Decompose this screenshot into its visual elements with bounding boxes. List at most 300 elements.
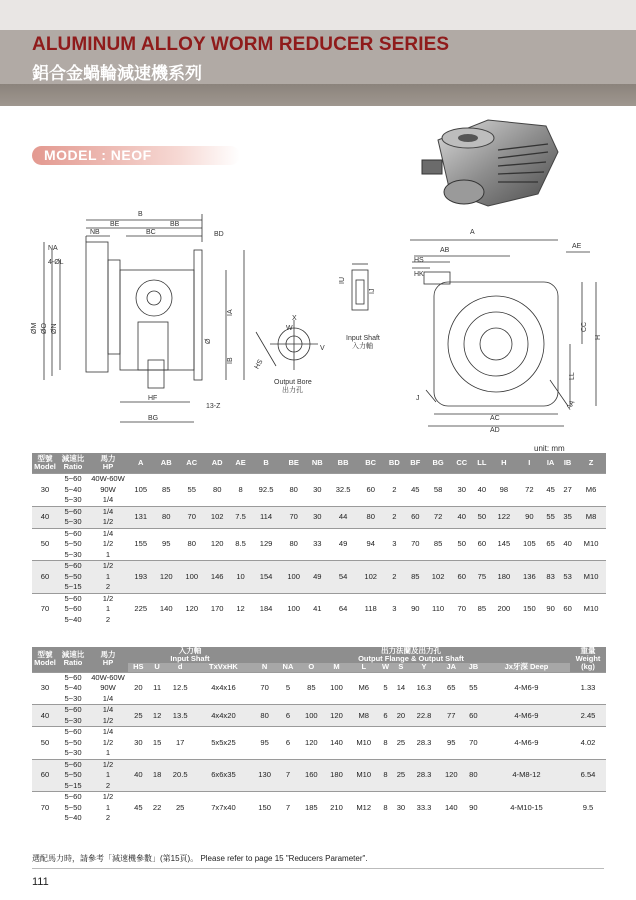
value-cell: 2	[383, 506, 405, 528]
dim-label-bc: BC	[146, 229, 156, 236]
value-cell: 14	[393, 672, 410, 705]
value-cell: 20	[128, 672, 149, 705]
value-cell: 33	[306, 528, 328, 561]
value-cell: 85	[405, 561, 425, 594]
header-input-shaft: 入力軸 Input Shaft	[128, 647, 252, 663]
value-cell: 140	[439, 792, 464, 824]
header-col: JA	[439, 663, 464, 672]
value-cell: 5x5x25	[195, 727, 252, 760]
value-cell: 80	[358, 506, 383, 528]
value-cell: 49	[306, 561, 328, 594]
table-header-row	[32, 647, 606, 663]
value-cell: 80	[252, 705, 277, 727]
value-cell: 12	[230, 593, 251, 625]
hp-cell: 90W	[100, 484, 116, 494]
ratio-cell: 5~40	[64, 614, 82, 624]
ratio-cell: 5~30	[64, 693, 82, 703]
model-cell: 70	[32, 593, 58, 625]
value-cell: 41	[306, 593, 328, 625]
dim-label-d: Ø	[205, 338, 212, 344]
value-cell: 25	[128, 705, 149, 727]
value-cell: 4-M6-9	[483, 727, 570, 760]
hp-cell: 1/2	[88, 759, 128, 770]
ratio-cell: 5~60	[58, 792, 88, 803]
dim-label-n: ØN	[51, 323, 58, 334]
value-cell: 120	[439, 759, 464, 792]
value-cell: 72	[425, 506, 450, 528]
value-cell: 105	[517, 528, 542, 561]
value-cell: 122	[491, 506, 516, 528]
header-col: HS	[128, 663, 149, 672]
value-cell: M10	[349, 759, 378, 792]
hp-cell: 1	[105, 748, 111, 758]
value-cell: 4-M8-12	[483, 759, 570, 792]
value-cell: 210	[324, 792, 349, 824]
value-cell: 83	[542, 561, 559, 594]
ratio-cell: 5~30	[58, 716, 88, 727]
value-cell: 53	[559, 561, 576, 594]
header-ratio: 減速比 Ratio	[58, 647, 88, 672]
header-hp: 馬力 HP	[88, 647, 128, 672]
value-cell: 25	[166, 792, 195, 824]
value-cell: 6x6x35	[195, 759, 252, 792]
dim-label-v: V	[320, 345, 325, 352]
value-cell: 2	[383, 561, 405, 594]
value-cell: M8	[349, 705, 378, 727]
ratio-cell: 5~60	[58, 705, 88, 716]
value-cell: 70	[405, 528, 425, 561]
header-col: Jx牙深 Deep	[483, 663, 570, 672]
header-output-flange: 出力法蘭及出力孔 Output Flange & Output Shaft	[252, 647, 570, 663]
value-cell: 65	[439, 672, 464, 705]
value-cell: 65	[542, 528, 559, 561]
header-dim: AD	[204, 453, 229, 474]
hp-cell: 1/2	[102, 737, 114, 747]
value-cell: 40	[451, 506, 473, 528]
value-cell: 30	[128, 727, 149, 760]
value-cell: M10	[576, 528, 606, 561]
header-dim: H	[491, 453, 516, 474]
dim-label-hf: HF	[148, 395, 158, 402]
value-cell: 45	[405, 474, 425, 507]
value-cell: 60	[451, 561, 473, 594]
value-cell: 160	[299, 759, 324, 792]
dim-label-hs-right: HS	[414, 257, 424, 264]
value-cell: 64	[328, 593, 358, 625]
dim-label-aa: AA	[565, 399, 577, 411]
dimensions-table-body	[32, 474, 606, 626]
ratio-cell: 5~60	[58, 759, 88, 770]
value-cell: 60	[405, 506, 425, 528]
hp-cell: 1/4	[88, 705, 128, 716]
value-cell: 180	[324, 759, 349, 792]
value-cell: 30	[306, 506, 328, 528]
value-cell: 15	[149, 727, 166, 760]
value-cell: 92.5	[251, 474, 281, 507]
hp-cell: 1/4	[102, 693, 114, 703]
hp-cell: 1/4	[88, 506, 128, 517]
header-col: Y	[409, 663, 438, 672]
value-cell: 44	[328, 506, 358, 528]
value-cell: 20.5	[166, 759, 195, 792]
value-cell: 70	[281, 506, 306, 528]
table-row	[32, 705, 606, 716]
value-cell: 150	[517, 593, 542, 625]
hp-cell: 1/2	[102, 539, 114, 549]
value-cell: 145	[491, 528, 516, 561]
page-number: 111	[32, 876, 49, 888]
ratio-cell: 5~50	[58, 770, 88, 781]
value-cell: 55	[179, 474, 204, 507]
value-cell: 130	[252, 759, 277, 792]
header-model: 型號 Model	[32, 647, 58, 672]
header-col: NA	[277, 663, 299, 672]
header-dim: LL	[473, 453, 491, 474]
value-cell: 100	[179, 561, 204, 594]
dim-label-m: ØM	[31, 322, 38, 334]
value-cell: M6	[349, 672, 378, 705]
value-cell: 100	[281, 561, 306, 594]
value-cell: 95	[252, 727, 277, 760]
value-cell: 8	[230, 474, 251, 507]
value-cell: 105	[128, 474, 153, 507]
value-cell: 13.5	[166, 705, 195, 727]
model-cell: 30	[32, 672, 58, 705]
value-cell: 75	[473, 561, 491, 594]
ratio-cell: 5~30	[64, 748, 82, 758]
dim-label-na: NA	[48, 245, 58, 252]
value-cell: 150	[252, 792, 277, 824]
ratio-cell: 5~60	[64, 604, 82, 614]
value-cell: 50	[473, 506, 491, 528]
header-col: M	[324, 663, 349, 672]
value-cell: 50	[451, 528, 473, 561]
ratio-cell: 5~60	[58, 593, 88, 604]
value-cell: 4x4x20	[195, 705, 252, 727]
dim-label-iu: IU	[339, 277, 346, 284]
ratio-cell: 5~60	[58, 727, 88, 738]
value-cell: 5	[378, 672, 392, 705]
dim-label-a: A	[470, 229, 475, 236]
header-col: JB	[464, 663, 483, 672]
value-cell: 4-M10-15	[483, 792, 570, 824]
value-cell: 22	[149, 792, 166, 824]
value-cell: 70	[179, 506, 204, 528]
value-cell: 85	[425, 528, 450, 561]
value-cell: 6	[378, 705, 392, 727]
value-cell: 140	[324, 727, 349, 760]
value-cell: 184	[251, 593, 281, 625]
shaft-detail-drawing	[253, 264, 368, 371]
model-cell: 50	[32, 528, 58, 561]
value-cell: 70	[451, 593, 473, 625]
ratio-cell: 5~50	[64, 737, 82, 747]
dim-label-ab: AB	[440, 247, 450, 254]
hp-cell: 1/2	[88, 716, 128, 727]
hp-cell: 1	[88, 770, 128, 781]
value-cell: 25	[393, 727, 410, 760]
value-cell: 102	[425, 561, 450, 594]
ratio-cell: 5~30	[64, 495, 82, 505]
model-cell: 60	[32, 759, 58, 792]
value-cell: 60	[464, 705, 483, 727]
value-cell: 18	[149, 759, 166, 792]
value-cell: 3	[383, 593, 405, 625]
header-banner	[0, 0, 636, 108]
value-cell: 55	[542, 506, 559, 528]
value-cell: 30	[393, 792, 410, 824]
value-cell: 45	[542, 474, 559, 507]
model-cell: 50	[32, 727, 58, 760]
value-cell: 154	[251, 561, 281, 594]
value-cell: 35	[559, 506, 576, 528]
header-col: L	[349, 663, 378, 672]
hp-cell: 1/4	[102, 495, 114, 505]
header-dim: NB	[306, 453, 328, 474]
value-cell: 120	[299, 727, 324, 760]
value-cell: 102	[358, 561, 383, 594]
hp-cell: 1	[105, 802, 111, 812]
value-cell: 90	[464, 792, 483, 824]
dim-label-bg: BG	[148, 415, 159, 422]
dim-label-w: W	[286, 325, 293, 332]
ratio-cell: 5~30	[64, 549, 82, 559]
dim-label-x: X	[292, 315, 297, 322]
value-cell: 10	[230, 561, 251, 594]
header-col: TxVxHK	[195, 663, 252, 672]
hp-cell: 1	[88, 572, 128, 583]
value-cell: 95	[439, 727, 464, 760]
value-cell: 114	[251, 506, 281, 528]
dim-label-ac: AC	[490, 415, 500, 422]
value-cell: 6	[277, 727, 299, 760]
value-cell: 49	[328, 528, 358, 561]
value-cell: 8.5	[230, 528, 251, 561]
dim-label-hk: HK	[414, 271, 424, 278]
value-cell: 25	[393, 759, 410, 792]
header-dim: CC	[451, 453, 473, 474]
header-weight: 重量 Weight (kg)	[570, 647, 606, 672]
page-title-en: ALUMINUM ALLOY WORM REDUCER SERIES	[32, 34, 450, 55]
model-cell: 40	[32, 705, 58, 727]
value-cell: 100	[324, 672, 349, 705]
value-cell: 72	[517, 474, 542, 507]
value-cell: 85	[299, 672, 324, 705]
value-cell: 5	[277, 672, 299, 705]
ratio-cell: 5~60	[58, 561, 88, 572]
hp-cell: 1/4	[88, 727, 128, 738]
hp-cell: 1/4	[88, 528, 128, 539]
side-view-drawing	[410, 240, 596, 426]
header-hp: 馬力 HP	[88, 453, 128, 474]
dim-label-4l: 4-ØL	[48, 259, 64, 266]
hp-cell: 1/2	[88, 561, 128, 572]
value-cell: 170	[204, 593, 229, 625]
dim-label-ib: IB	[227, 357, 234, 364]
input-shaft-label-zh: 入力軸	[352, 343, 373, 350]
value-cell: 2.45	[570, 705, 606, 727]
value-cell: 1.33	[570, 672, 606, 705]
dim-label-h: H	[595, 334, 602, 340]
value-cell: 120	[179, 593, 204, 625]
header-col: S	[393, 663, 410, 672]
hp-cell: 2	[105, 813, 111, 823]
value-cell: M8	[576, 506, 606, 528]
value-cell: 80	[204, 474, 229, 507]
value-cell: 8	[378, 792, 392, 824]
ratio-cell: 5~50	[64, 539, 82, 549]
value-cell: 102	[204, 506, 229, 528]
value-cell: 90	[405, 593, 425, 625]
value-cell: 58	[425, 474, 450, 507]
hp-cell: 1	[105, 549, 111, 559]
dim-label-bb: BB	[170, 221, 180, 228]
value-cell: 30	[451, 474, 473, 507]
header-dim: IA	[542, 453, 559, 474]
value-cell: 100	[299, 705, 324, 727]
banner-dark-band	[0, 84, 636, 106]
value-cell: 8	[378, 759, 392, 792]
value-cell: 110	[425, 593, 450, 625]
value-cell: 40	[559, 528, 576, 561]
dim-label-bd: BD	[214, 231, 224, 238]
ratio-cell: 5~15	[58, 781, 88, 792]
value-cell: 180	[491, 561, 516, 594]
table-header-row	[32, 453, 606, 474]
value-cell: 12.5	[166, 672, 195, 705]
value-cell: 118	[358, 593, 383, 625]
value-cell: 90	[542, 593, 559, 625]
value-cell: 60	[473, 528, 491, 561]
value-cell: 193	[128, 561, 153, 594]
ratio-cell: 5~60	[58, 672, 88, 683]
hp-cell: 1/2	[88, 517, 128, 528]
value-cell: 16.3	[409, 672, 438, 705]
ratio-cell: 5~50	[64, 802, 82, 812]
value-cell: 185	[299, 792, 324, 824]
value-cell: 80	[153, 506, 178, 528]
header-ratio: 減速比 Ratio	[58, 453, 88, 474]
header-col: U	[149, 663, 166, 672]
value-cell: 7x7x40	[195, 792, 252, 824]
value-cell: 85	[473, 593, 491, 625]
value-cell: 3	[383, 528, 405, 561]
hp-cell: 2	[88, 781, 128, 792]
hp-cell: 1/2	[88, 792, 128, 803]
ratio-cell: 5~50	[58, 572, 88, 583]
value-cell: 40	[128, 759, 149, 792]
shaft-flange-table	[32, 647, 606, 824]
value-cell: 80	[281, 528, 306, 561]
value-cell: 28.3	[409, 727, 438, 760]
table-row	[32, 474, 606, 485]
ratio-cell: 5~40	[64, 813, 82, 823]
hp-cell: 40W-60W	[88, 672, 128, 683]
header-dim: IB	[559, 453, 576, 474]
value-cell: 2	[383, 474, 405, 507]
value-cell: M10	[576, 593, 606, 625]
value-cell: 6	[277, 705, 299, 727]
table-row	[32, 561, 606, 572]
hp-cell: 1	[105, 604, 111, 614]
value-cell: 120	[153, 561, 178, 594]
value-cell: 9.5	[570, 792, 606, 824]
value-cell: 155	[128, 528, 153, 561]
header-dim: BB	[328, 453, 358, 474]
dim-label-ia: IA	[227, 309, 234, 316]
value-cell: 140	[153, 593, 178, 625]
hp-cell: 2	[105, 614, 111, 624]
model-cell: 60	[32, 561, 58, 594]
ratio-cell: 5~40	[64, 484, 82, 494]
dim-label-ad: AD	[490, 427, 500, 434]
dim-label-13z: 13-Z	[206, 403, 221, 410]
value-cell: 7	[277, 759, 299, 792]
ratio-cell: 5~60	[58, 506, 88, 517]
ratio-cell: 5~15	[58, 582, 88, 593]
value-cell: 77	[439, 705, 464, 727]
input-shaft-label-en: Input Shaft	[346, 335, 380, 342]
model-cell: 30	[32, 474, 58, 507]
value-cell: 55	[464, 672, 483, 705]
value-cell: 54	[328, 561, 358, 594]
dim-label-cc: CC	[581, 321, 588, 332]
model-cell: 40	[32, 506, 58, 528]
hp-cell: 90W	[100, 683, 116, 693]
header-dim: A	[128, 453, 153, 474]
value-cell: 40	[473, 474, 491, 507]
banner-top-band	[0, 0, 636, 30]
value-cell: 129	[251, 528, 281, 561]
ratio-cell: 5~60	[58, 528, 88, 539]
dim-label-j: J	[416, 395, 420, 402]
header-dim: BD	[383, 453, 405, 474]
value-cell: 22.8	[409, 705, 438, 727]
value-cell: 225	[128, 593, 153, 625]
header-col: d	[166, 663, 195, 672]
dim-label-b: B	[138, 211, 143, 218]
value-cell: 60	[358, 474, 383, 507]
table-row	[32, 672, 606, 683]
value-cell: 12	[149, 705, 166, 727]
header-col: O	[299, 663, 324, 672]
ratio-cell: 5~40	[64, 683, 82, 693]
table-row	[32, 727, 606, 738]
value-cell: 95	[153, 528, 178, 561]
value-cell: 4-M6-9	[483, 672, 570, 705]
unit-label: unit: mm	[534, 444, 565, 453]
value-cell: 32.5	[328, 474, 358, 507]
dim-label-ae: AE	[572, 243, 582, 250]
dim-label-ij: IJ	[369, 288, 376, 294]
value-cell: 4x4x16	[195, 672, 252, 705]
value-cell: 100	[281, 593, 306, 625]
dim-label-o: ØO	[41, 323, 48, 334]
dim-label-hs-mid: HS	[253, 358, 265, 371]
header-col: W	[378, 663, 392, 672]
hp-cell: 1/2	[88, 593, 128, 604]
engineering-drawings	[30, 180, 608, 442]
value-cell: 70	[252, 672, 277, 705]
value-cell: 146	[204, 561, 229, 594]
value-cell: 85	[153, 474, 178, 507]
front-view-drawing	[44, 214, 244, 422]
value-cell: 27	[559, 474, 576, 507]
table-row	[32, 792, 606, 803]
dim-label-ll: LL	[569, 372, 576, 380]
table-row	[32, 759, 606, 770]
value-cell: M10	[576, 561, 606, 594]
